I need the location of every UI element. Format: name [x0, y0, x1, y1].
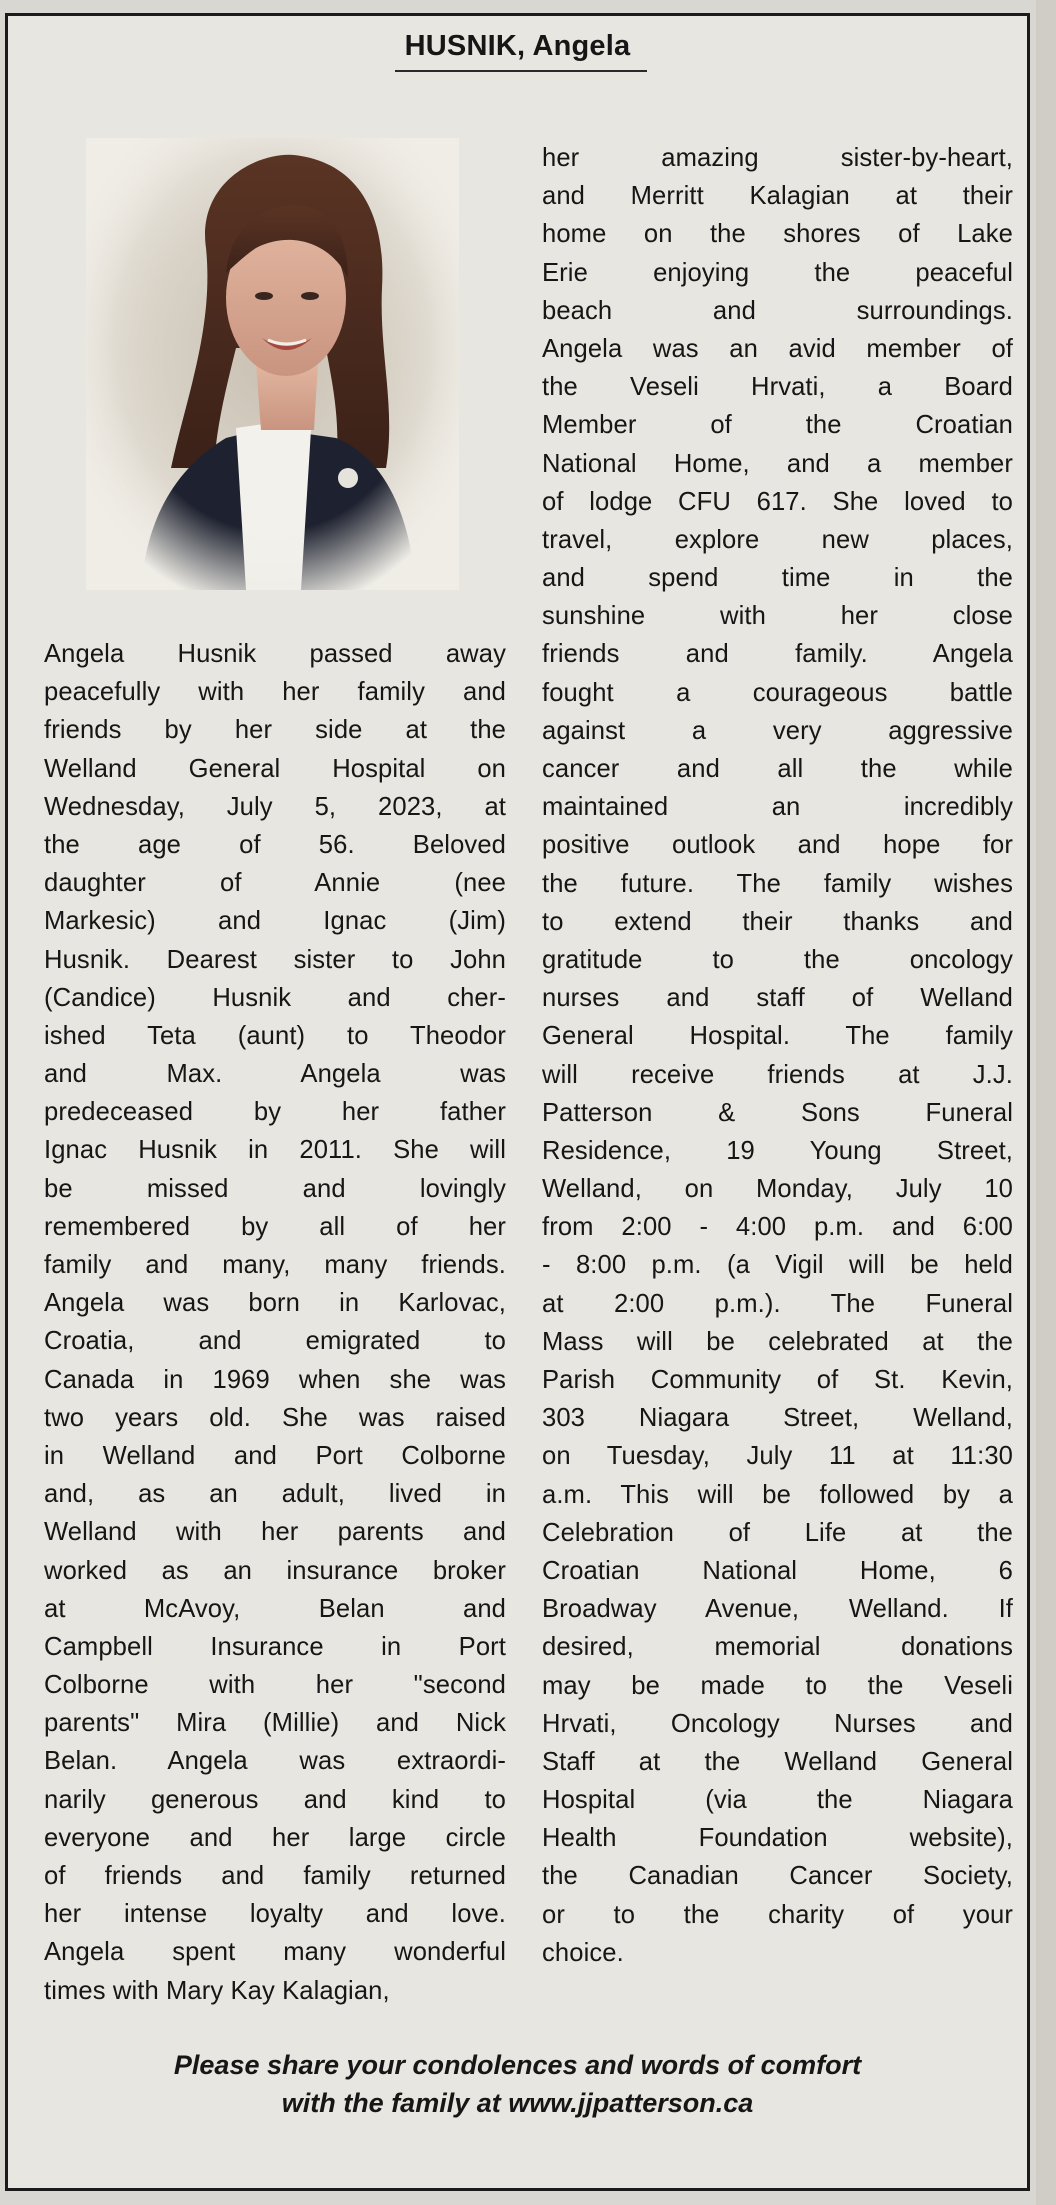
condolences-note: [8, 2046, 1027, 2122]
obituary-text-left-column: [44, 635, 506, 2010]
text-line: fought a courageous battle: [542, 678, 1013, 707]
text-line: at McAvoy, Belan and: [44, 1594, 506, 1623]
text-line: and spend time in the: [542, 564, 1013, 593]
text-line: a.m. This will be followed by a: [542, 1480, 1013, 1509]
text-line: and Max. Angela was: [44, 1060, 506, 1089]
text-line: be missed and lovingly: [44, 1174, 506, 1203]
condolences-website-line: with the family at www.jjpatterson.ca: [281, 2088, 754, 2118]
text-line: ished Teta (aunt) to Theodor: [44, 1021, 506, 1050]
text-line: beach and surroundings.: [542, 296, 1013, 325]
text-line: travel, explore new places,: [542, 525, 1013, 554]
text-line: on Tuesday, July 11 at 11:30: [542, 1442, 1013, 1471]
text-line: Welland with her parents and: [44, 1518, 506, 1547]
text-line: Husnik. Dearest sister to John: [44, 945, 506, 974]
title-underline: [395, 70, 647, 72]
text-line: peacefully with her family and: [44, 678, 506, 707]
text-line: parents" Mira (Millie) and Nick: [44, 1709, 506, 1738]
text-line: from 2:00 - 4:00 p.m. and 6:00: [542, 1213, 1013, 1242]
text-line: daughter of Annie (nee: [44, 869, 506, 898]
text-line: Angela was born in Karlovac,: [44, 1289, 506, 1318]
text-line: Health Foundation website),: [542, 1824, 1013, 1853]
text-line: Croatian National Home, 6: [542, 1556, 1013, 1585]
text-line: Member of the Croatian: [542, 411, 1013, 440]
text-line: Hospital (via the Niagara: [542, 1786, 1013, 1815]
text-line: Patterson & Sons Funeral: [542, 1098, 1013, 1127]
text-line: remembered by all of her: [44, 1212, 506, 1241]
portrait-photo: [86, 138, 459, 590]
text-line: her amazing sister-by-heart,: [542, 144, 1013, 172]
text-line: friends and family. Angela: [542, 640, 1013, 669]
text-line: Angela was an avid member of: [542, 334, 1013, 363]
text-line: everyone and her large circle: [44, 1823, 506, 1852]
text-line: predeceased by her father: [44, 1098, 506, 1127]
condolences-line: Please share your condolences and words of comfort: [173, 2050, 862, 2080]
text-line: maintained an incredibly: [542, 793, 1013, 822]
text-line: Angela Husnik passed away: [44, 640, 506, 668]
text-line: Croatia, and emigrated to: [44, 1327, 506, 1356]
text-line: Belan. Angela was extraordi-: [44, 1747, 506, 1776]
text-line: Ignac Husnik in 2011. She will: [44, 1136, 506, 1165]
text-line: family and many, many friends.: [44, 1251, 506, 1279]
text-line: Celebration of Life at the: [542, 1518, 1013, 1547]
text-line: National Home, and a member: [542, 449, 1013, 478]
text-line: choice.: [542, 1938, 624, 1967]
newsprint-margin: [1036, 0, 1056, 2205]
text-line: the age of 56. Beloved: [44, 830, 506, 859]
text-line: Campbell Insurance in Port: [44, 1632, 506, 1661]
text-line: Angela spent many wonderful: [44, 1938, 506, 1967]
text-line: (Candice) Husnik and cher-: [44, 983, 506, 1012]
text-line: Broadway Avenue, Welland. If: [542, 1595, 1013, 1624]
text-line: 303 Niagara Street, Welland,: [542, 1404, 1013, 1433]
text-line: Parish Community of St. Kevin,: [542, 1366, 1013, 1394]
text-line: the Canadian Cancer Society,: [542, 1862, 1013, 1891]
obituary-text-right-column: [542, 139, 1013, 1972]
text-line: narily generous and kind to: [44, 1785, 506, 1814]
text-line: friends by her side at the: [44, 716, 506, 745]
text-line: of lodge CFU 617. She loved to: [542, 487, 1013, 516]
text-line: desired, memorial donations: [542, 1633, 1013, 1662]
text-line: sunshine with her close: [542, 602, 1013, 631]
portrait-illustration: [86, 138, 459, 590]
obituary-notice: [5, 13, 1030, 2191]
text-line: Markesic) and Ignac (Jim): [44, 907, 506, 936]
text-line: Colborne with her "second: [44, 1671, 506, 1700]
text-line: home on the shores of Lake: [542, 220, 1013, 249]
text-line: Hrvati, Oncology Nurses and: [542, 1709, 1013, 1738]
text-line: Canada in 1969 when she was: [44, 1365, 506, 1394]
text-line: worked as an insurance broker: [44, 1556, 506, 1585]
text-line: positive outlook and hope for: [542, 831, 1013, 860]
text-line: two years old. She was raised: [44, 1403, 506, 1432]
text-line: cancer and all the while: [542, 755, 1013, 783]
text-line: her intense loyalty and love.: [44, 1900, 506, 1929]
text-line: the Veseli Hrvati, a Board: [542, 373, 1013, 402]
text-line: Wednesday, July 5, 2023, at: [44, 792, 506, 821]
text-line: General Hospital. The family: [542, 1022, 1013, 1051]
text-line: and Merritt Kalagian at their: [542, 182, 1013, 211]
text-line: at 2:00 p.m.). The Funeral: [542, 1289, 1013, 1318]
text-line: Residence, 19 Young Street,: [542, 1136, 1013, 1165]
text-line: nurses and staff of Welland: [542, 984, 1013, 1013]
text-line: of friends and family returned: [44, 1862, 506, 1890]
text-line: and, as an adult, lived in: [44, 1480, 506, 1509]
text-line: Welland General Hospital on: [44, 754, 506, 783]
text-line: or to the charity of your: [542, 1900, 1013, 1929]
obituary-title: HUSNIK, Angela: [404, 30, 631, 62]
text-line: in Welland and Port Colborne: [44, 1441, 506, 1470]
text-line: gratitude to the oncology: [542, 945, 1013, 974]
text-line: may be made to the Veseli: [542, 1671, 1013, 1700]
text-line: - 8:00 p.m. (a Vigil will be held: [542, 1251, 1013, 1280]
text-line: against a very aggressive: [542, 716, 1013, 745]
text-line: Mass will be celebrated at the: [542, 1327, 1013, 1356]
text-line: times with Mary Kay Kalagian,: [44, 1976, 390, 2005]
text-line: Welland, on Monday, July 10: [542, 1175, 1013, 1204]
text-line: Erie enjoying the peaceful: [542, 258, 1013, 287]
text-line: Staff at the Welland General: [542, 1747, 1013, 1776]
text-line: the future. The family wishes: [542, 869, 1013, 898]
text-line: to extend their thanks and: [542, 907, 1013, 936]
text-line: will receive friends at J.J.: [542, 1060, 1013, 1089]
